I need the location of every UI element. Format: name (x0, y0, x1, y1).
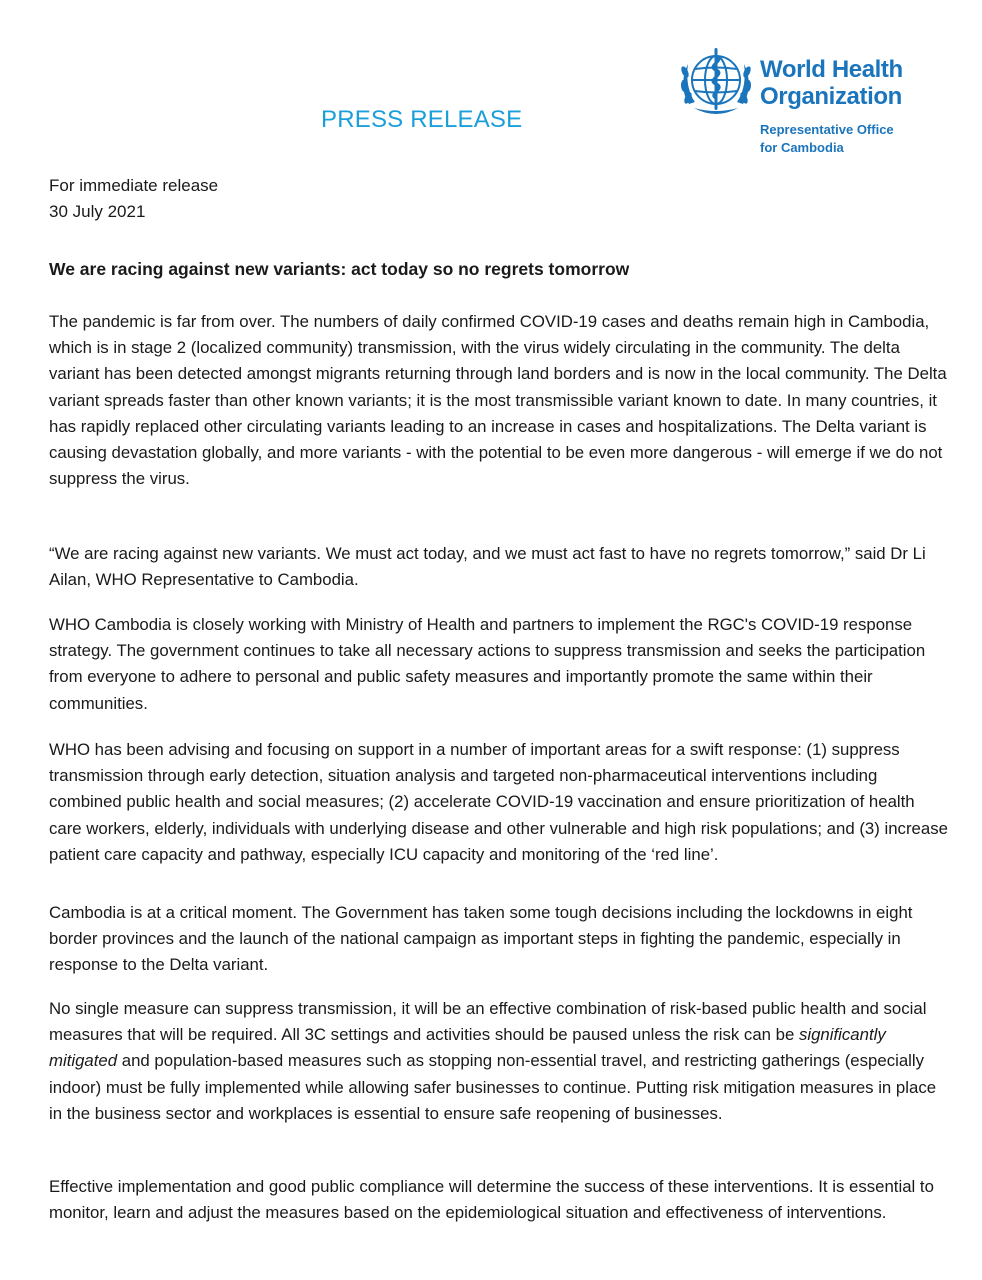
who-emblem-icon (676, 42, 756, 122)
press-release-title: PRESS RELEASE (321, 106, 523, 133)
p6-text-after: and population-based measures such as stopping non-essential travel, and restricting gatherings (especially indoor) must be fully implemented while allowing safer businesses to continue. Putting risk mitigation measures in place in the business sector and workplaces is essential to ensure safe reopening of businesses. (49, 1051, 937, 1123)
paragraph-5: Cambodia is at a critical moment. The Government has taken some tough decisions including the lockdowns in eight border provinces and the launch of the national campaign as important steps in fighting the pandemic, especially in response to the Delta variant. (49, 903, 913, 975)
office-name-line2: for Cambodia (760, 140, 844, 155)
release-meta (49, 173, 218, 225)
paragraph-4: WHO has been advising and focusing on support in a number of important areas for a swift response: (1) suppress transmission through early detection, situation analysis and targeted non-pharmaceutical interventions including combined public health and social measures; (2) accelerate COVID-19 vaccination and ensure prioritization of health care workers, elderly, individuals with underlying disease and other vulnerable and high risk populations; and (3) increase patient care capacity and pathway, especially ICU capacity and monitoring of the ‘red line’. (49, 740, 948, 864)
paragraph-1: The pandemic is far from over. The numbers of daily confirmed COVID-19 cases and deaths remain high in Cambodia, which is in stage 2 (localized community) transmission, with the virus widely circulating in the community. The delta variant has been detected amongst migrants returning through land borders and is now in the local community. The Delta variant spreads faster than other known variants; it is the most transmissible variant known to date. In many countries, it has rapidly replaced other circulating variants leading to an increase in cases and hospitalizations. The Delta variant is causing devastation globally, and more variants - with the potential to be even more dangerous - will emerge if we do not suppress the virus. (49, 312, 947, 489)
p6-emphasis: significantly mitigated (49, 1025, 886, 1071)
p6-text-before: No single measure can suppress transmission, it will be an effective combination of risk-based public health and social measures that will be required. All 3C settings and activities should be paused unless the risk can be (49, 999, 927, 1045)
who-logo (676, 42, 916, 158)
paragraph-7: Effective implementation and good public compliance will determine the success of these interventions. It is essential to monitor, learn and adjust the measures based on the epidemiological situation and effectiveness of interventions. (49, 1177, 934, 1223)
headline: We are racing against new variants: act today so no regrets tomorrow (49, 259, 630, 279)
paragraph-3: WHO Cambodia is closely working with Ministry of Health and partners to implement the RGC's COVID-19 response strategy. The government continues to take all necessary actions to suppress transmission and seeks the participation from everyone to adhere to personal and public safety measures and importantly promote the same within their communities. (49, 615, 926, 713)
paragraph-6 (49, 996, 949, 1127)
organization-name-line1: World Health (760, 56, 903, 83)
paragraph-2-quote: “We are racing against new variants. We must act today, and we must act fast to have no regrets tomorrow,” said Dr Li Ailan, WHO Representative to Cambodia. (49, 544, 926, 590)
release-status: For immediate release (49, 176, 219, 195)
organization-name-line2: Organization (760, 83, 902, 110)
office-name-line1: Representative Office (760, 122, 894, 137)
release-date: 30 July 2021 (49, 202, 146, 221)
